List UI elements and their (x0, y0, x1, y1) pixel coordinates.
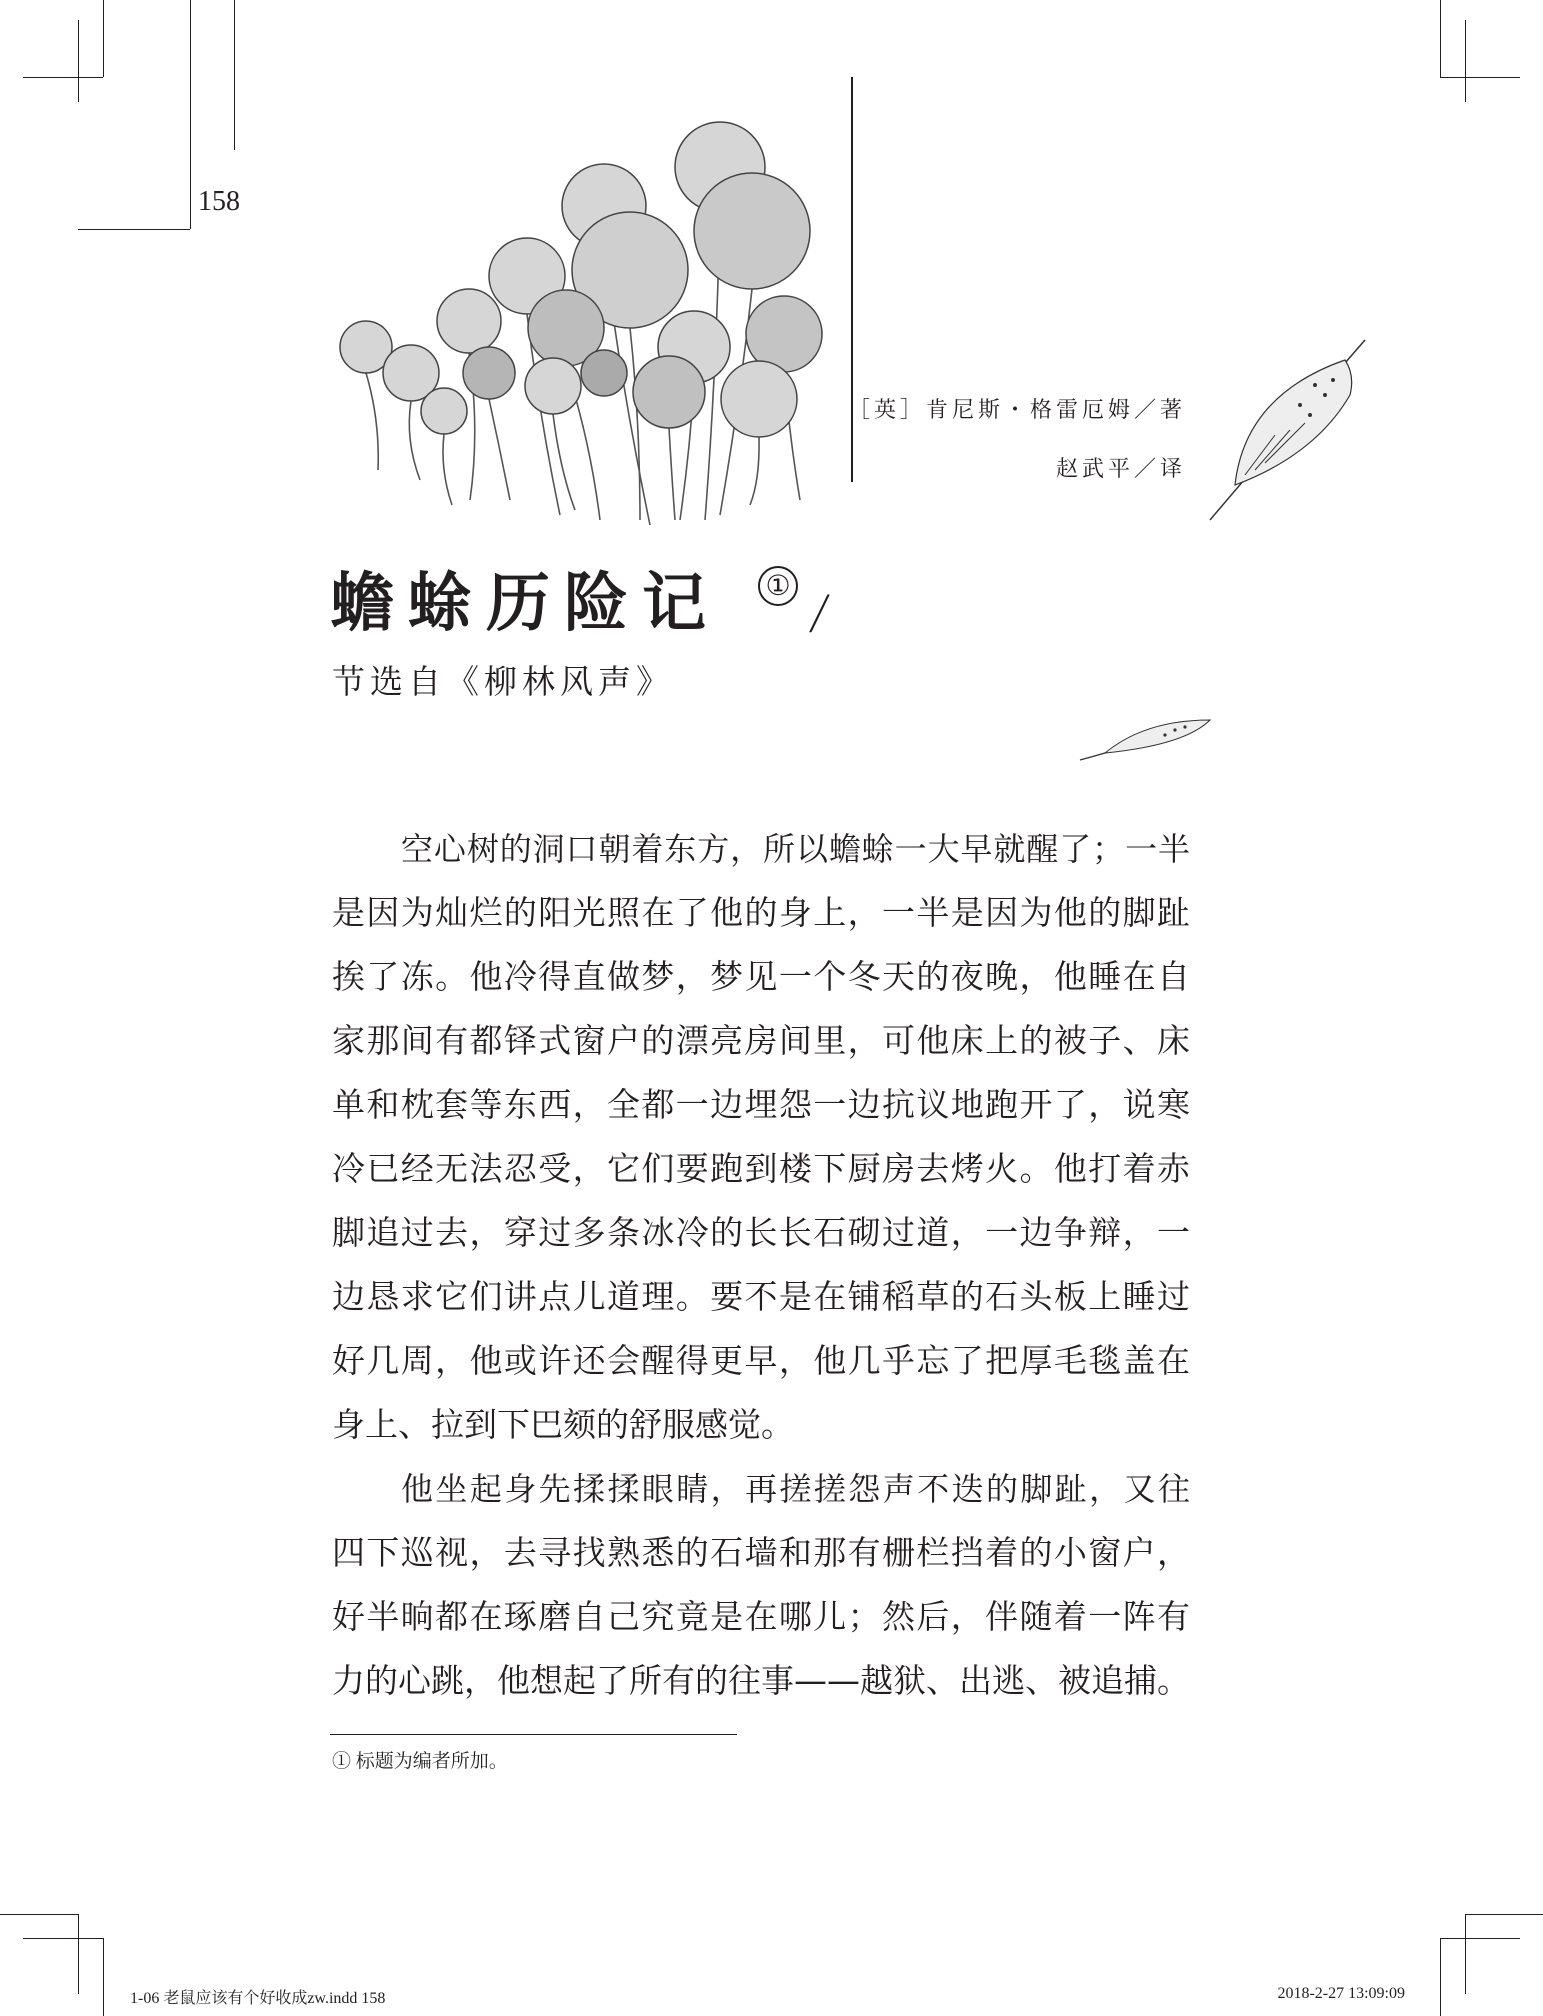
body-line: 脚追过去，穿过多条冰冷的长长石砌过道，一边争辩，一 (332, 1213, 1190, 1252)
footer-timestamp: 2018-2-27 13:09:09 (1277, 1985, 1405, 2002)
crop-mark (1465, 1914, 1543, 1915)
body-line: 边恳求它们讲点儿道理。要不是在铺稻草的石头板上睡过 (332, 1277, 1190, 1316)
small-feather-icon (1075, 715, 1215, 765)
crop-mark (1440, 1938, 1441, 2016)
page-number: 158 (198, 186, 240, 217)
crop-mark (234, 0, 235, 150)
body-line: 他坐起身先揉揉眼睛，再搓搓怨声不迭的脚趾，又往 (401, 1470, 1190, 1508)
crop-mark (0, 1914, 78, 1915)
flower-illustration (300, 110, 860, 540)
crop-mark (78, 229, 190, 230)
body-line: 好半晌都在琢磨自己究竟是在哪儿；然后，伴随着一阵有 (332, 1597, 1190, 1636)
footer-file-info: 1-06 老鼠应该有个好收成zw.indd 158 (130, 1990, 386, 2007)
article-title: 蟾蜍历险记 (330, 567, 720, 641)
crop-mark (78, 20, 79, 102)
footnote: ① 标题为编者所加。 (332, 1751, 508, 1772)
body-line: 身上、拉到下巴颏的舒服感觉。 (332, 1405, 794, 1444)
crop-mark (1465, 20, 1466, 102)
body-line: 单和枕套等东西，全都一边埋怨一边抗议地跑开了，说寒 (332, 1085, 1190, 1124)
article-subtitle: 节选自《柳林风声》 (332, 662, 674, 701)
body-line: 挨了冻。他冷得直做梦，梦见一个冬天的夜晚，他睡在自 (332, 957, 1190, 996)
body-line: 力的心跳，他想起了所有的往事——越狱、出逃、被追捕。 (332, 1661, 1190, 1700)
body-line: 四下巡视，去寻找熟悉的石墙和那有栅栏挡着的小窗户， (332, 1533, 1190, 1572)
body-line: 好几周，他或许还会醒得更早，他几乎忘了把厚毛毯盖在 (332, 1341, 1190, 1380)
crop-mark (1440, 0, 1441, 77)
crop-mark (190, 0, 191, 229)
crop-mark (103, 0, 104, 77)
author-credit: ［英］肯尼斯・格雷厄姆／著 (847, 398, 1186, 423)
crop-mark (1440, 1938, 1520, 1939)
crop-mark (23, 77, 103, 78)
crop-mark (103, 1938, 104, 2016)
crop-mark (1440, 77, 1520, 78)
feather-icon (1205, 335, 1375, 525)
crop-mark (78, 1914, 79, 1994)
crop-mark (23, 1938, 103, 1939)
body-line: 是因为灿烂的阳光照在了他的身上，一半是因为他的脚趾 (332, 893, 1190, 932)
body-line: 家那间有都铎式窗户的漂亮房间里，可他床上的被子、床 (332, 1021, 1190, 1060)
footnote-rule (330, 1734, 737, 1735)
title-footnote-marker: ① (758, 566, 798, 606)
crop-mark (1465, 1914, 1466, 1994)
body-line: 空心树的洞口朝着东方，所以蟾蜍一大早就醒了；一半 (401, 830, 1190, 868)
title-slash: / (807, 585, 833, 639)
body-line: 冷已经无法忍受，它们要跑到楼下厨房去烤火。他打着赤 (332, 1149, 1190, 1188)
translator-credit: 赵武平／译 (1055, 457, 1186, 482)
